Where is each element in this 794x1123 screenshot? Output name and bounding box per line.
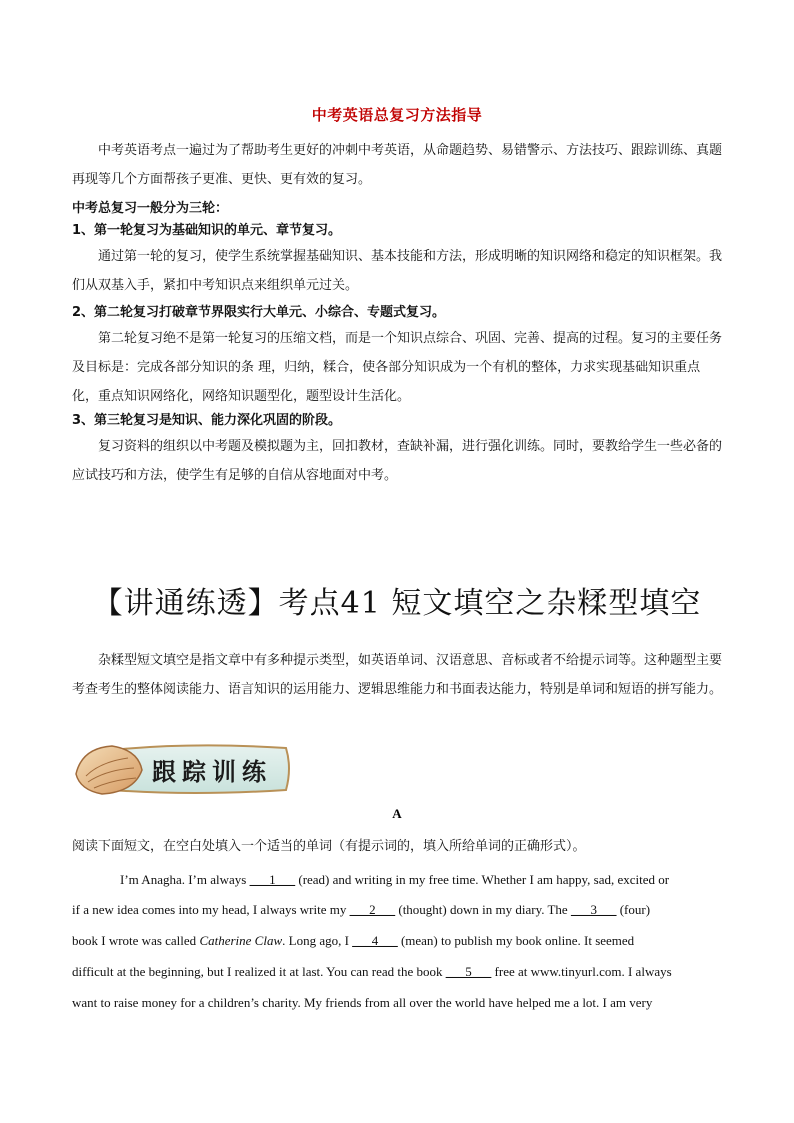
- passage-text: . Long ago, I: [282, 933, 353, 948]
- passage-line-1: [120, 872, 780, 888]
- passage-text: (mean) to publish my book online. It seemed: [397, 933, 635, 948]
- passage-text: free at www.tinyurl.com. I always: [491, 964, 672, 979]
- passage-text: if a new idea comes into my head, I always write my: [72, 902, 350, 917]
- passage-line-4: [72, 964, 732, 980]
- round3-title: 3、第三轮复习是知识、能力深化巩固的阶段。: [72, 413, 342, 428]
- section-label: A: [392, 806, 402, 821]
- passage-text: difficult at the beginning, but I realized it at last. You can read the book: [72, 964, 446, 979]
- passage-text: book I wrote was called: [72, 933, 200, 948]
- round1-title: 1、第一轮复习为基础知识的单元、章节复习。: [72, 223, 342, 238]
- passage-text: I’m Anagha. I’m always: [120, 872, 250, 887]
- round3-body: 复习资料的组织以中考题及模拟题为主，回扣教材，查缺补漏，进行强化训练。同时，要教给学生一些必备的应试技巧和方法，使学生有足够的自信从容地面对中考。: [72, 439, 723, 483]
- book-title: Catherine Claw: [199, 933, 283, 948]
- rounds-heading: 中考总复习一般分为三轮：: [72, 201, 229, 216]
- blank-3: ___3___: [570, 902, 617, 917]
- passage-text: (thought) down in my diary. The: [395, 902, 571, 917]
- banner-label: 跟踪训练: [152, 757, 272, 786]
- topic-description: 杂糅型短文填空是指文章中有多种提示类型，如英语单词、汉语意思、音标或者不给提示词等。这种题型主要考查考生的整体阅读能力、语言知识的运用能力、逻辑思维能力和书面表达能力，特别是单词和短语的拼写能力。: [72, 653, 723, 697]
- blank-4: ___4___: [352, 933, 398, 948]
- round2-body: 第二轮复习绝不是第一轮复习的压缩文档，而是一个知识点综合、巩固、完善、提高的过程。复习的主要任务及目标是：完成各部分知识的条 理，归纳，糅合，使各部分知识成为一个有机的整体，力求实现基础知识重点化，重点知识网络化，网络知识题型化，题型设计生活化。: [72, 331, 723, 404]
- round2-title: 2、第二轮复习打破章节界限实行大单元、小综合、专题式复习。: [72, 305, 446, 320]
- instruction-text: 阅读下面短文，在空白处填入一个适当的单词（有提示词的，填入所给单词的正确形式）。: [72, 839, 586, 854]
- passage-line-3: [72, 933, 732, 949]
- blank-5: ___5___: [445, 964, 492, 979]
- topic-heading: 【讲通练透】考点41 短文填空之杂糅型填空: [92, 586, 702, 621]
- intro-paragraph: 中考英语考点一遍过为了帮助考生更好的冲刺中考英语，从命题趋势、易错警示、方法技巧、跟踪训练、真题再现等几个方面帮孩子更准、更快、更有效的复习。: [72, 143, 723, 187]
- blank-1: ___1___: [249, 872, 296, 887]
- passage-text: (read) and writing in my free time. Whether I am happy, sad, excited or: [295, 872, 670, 887]
- blank-2: ___2___: [349, 902, 396, 917]
- passage-line-5: want to raise money for a children’s charity. My friends from all over the world have helped me a lot. I am very: [72, 995, 653, 1010]
- passage-text: (four): [616, 902, 651, 917]
- passage-line-2: [72, 902, 732, 918]
- page-title: 中考英语总复习方法指导: [311, 106, 483, 124]
- round1-body: 通过第一轮的复习，使学生系统掌握基础知识、基本技能和方法，形成明晰的知识网络和稳定的知识框架。我们从双基入手，紧扣中考知识点来组织单元过关。: [72, 249, 723, 293]
